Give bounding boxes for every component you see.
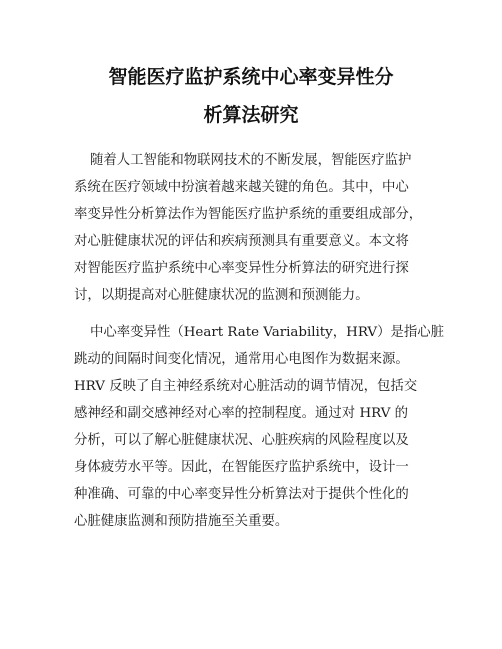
paragraph-1-line-4: 对心脏健康状况的评估和疾病预测具有重要意义。本文将: [74, 234, 409, 249]
paragraph-1-line-3: 率变异性分析算法作为智能医疗监护系统的重要组成部分，: [74, 207, 423, 222]
paragraph-2-line-7: 种准确、可靠的中心率变异性分析算法对于提供个性化的: [74, 487, 409, 502]
document-title-line-1: 智能医疗监护系统中心率变异性分: [108, 66, 394, 88]
document-title-line-2: 析算法研究: [203, 104, 299, 126]
paragraph-2-line-4: 感神经和副交感神经对心率的控制程度。通过对 HRV 的: [74, 406, 409, 421]
paragraph-2-line-2: 跳动的间隔时间变化情况，通常用心电图作为数据来源。: [74, 352, 409, 367]
paragraph-1-line-2: 系统在医疗领域中扮演着越来越关键的角色。其中，中心: [74, 180, 409, 195]
paragraph-2-line-5: 分析，可以了解心脏健康状况、心脏疾病的风险程度以及: [74, 433, 409, 448]
paragraph-1-line-6: 讨，以期提高对心脏健康状况的监测和预测能力。: [74, 288, 369, 303]
paragraph-2-line-1: 中心率变异性（Heart Rate Variability，HRV）是指心脏: [90, 325, 445, 340]
paragraph-2-line-3: HRV 反映了自主神经系统对心脏活动的调节情况，包括交: [74, 379, 418, 394]
paragraph-2-line-8: 心脏健康监测和预防措施至关重要。: [74, 514, 289, 529]
paragraph-1-line-1: 随着人工智能和物联网技术的不断发展，智能医疗监护: [90, 153, 412, 168]
paragraph-2-line-6: 身体疲劳水平等。因此，在智能医疗监护系统中，设计一: [74, 460, 409, 475]
paragraph-1-line-5: 对智能医疗监护系统中心率变异性分析算法的研究进行探: [74, 261, 409, 276]
